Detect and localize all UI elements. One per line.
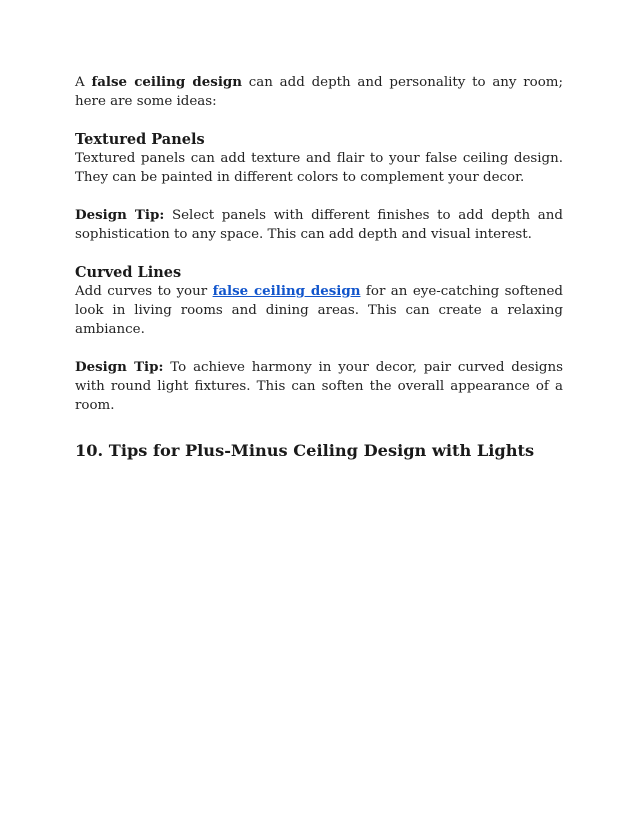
- document-page: [75, 73, 563, 462]
- section-body-curved-lines: [75, 282, 563, 339]
- false-ceiling-design-link[interactable]: false ceiling design: [212, 283, 361, 299]
- section-heading-textured-panels: Textured Panels: [75, 131, 205, 148]
- intro-paragraph: [75, 73, 563, 111]
- design-tip-text: To achieve harmony in your decor, pair curved designs with round light fixtures. This can soften the overall appearance of a room.: [75, 360, 563, 413]
- design-tip-curved-lines: [75, 358, 563, 415]
- section-heading-curved-lines: Curved Lines: [75, 264, 182, 281]
- design-tip-label: Design Tip:: [75, 207, 165, 223]
- design-tip-textured-panels: [75, 206, 563, 244]
- next-section-heading: 10. Tips for Plus-Minus Ceiling Design with Lights: [75, 441, 535, 460]
- design-tip-text: Select panels with different finishes to add depth and sophistication to any space. This can add depth and visual interest.: [75, 208, 563, 242]
- design-tip-label: Design Tip:: [75, 359, 164, 375]
- intro-suffix: can add depth and personality to any room; here are some ideas:: [75, 75, 563, 109]
- curved-lines-body-suffix: for an eye-catching softened look in living rooms and dining areas. This can create a relaxing ambiance.: [75, 284, 563, 337]
- intro-prefix: A: [75, 75, 92, 90]
- curved-lines-body-prefix: Add curves to your: [75, 284, 213, 299]
- intro-bold-term: false ceiling design: [91, 74, 243, 90]
- section-body-textured-panels: Textured panels can add texture and flair to your false ceiling design. They can be painted in different colors to complement your decor.: [75, 151, 563, 185]
